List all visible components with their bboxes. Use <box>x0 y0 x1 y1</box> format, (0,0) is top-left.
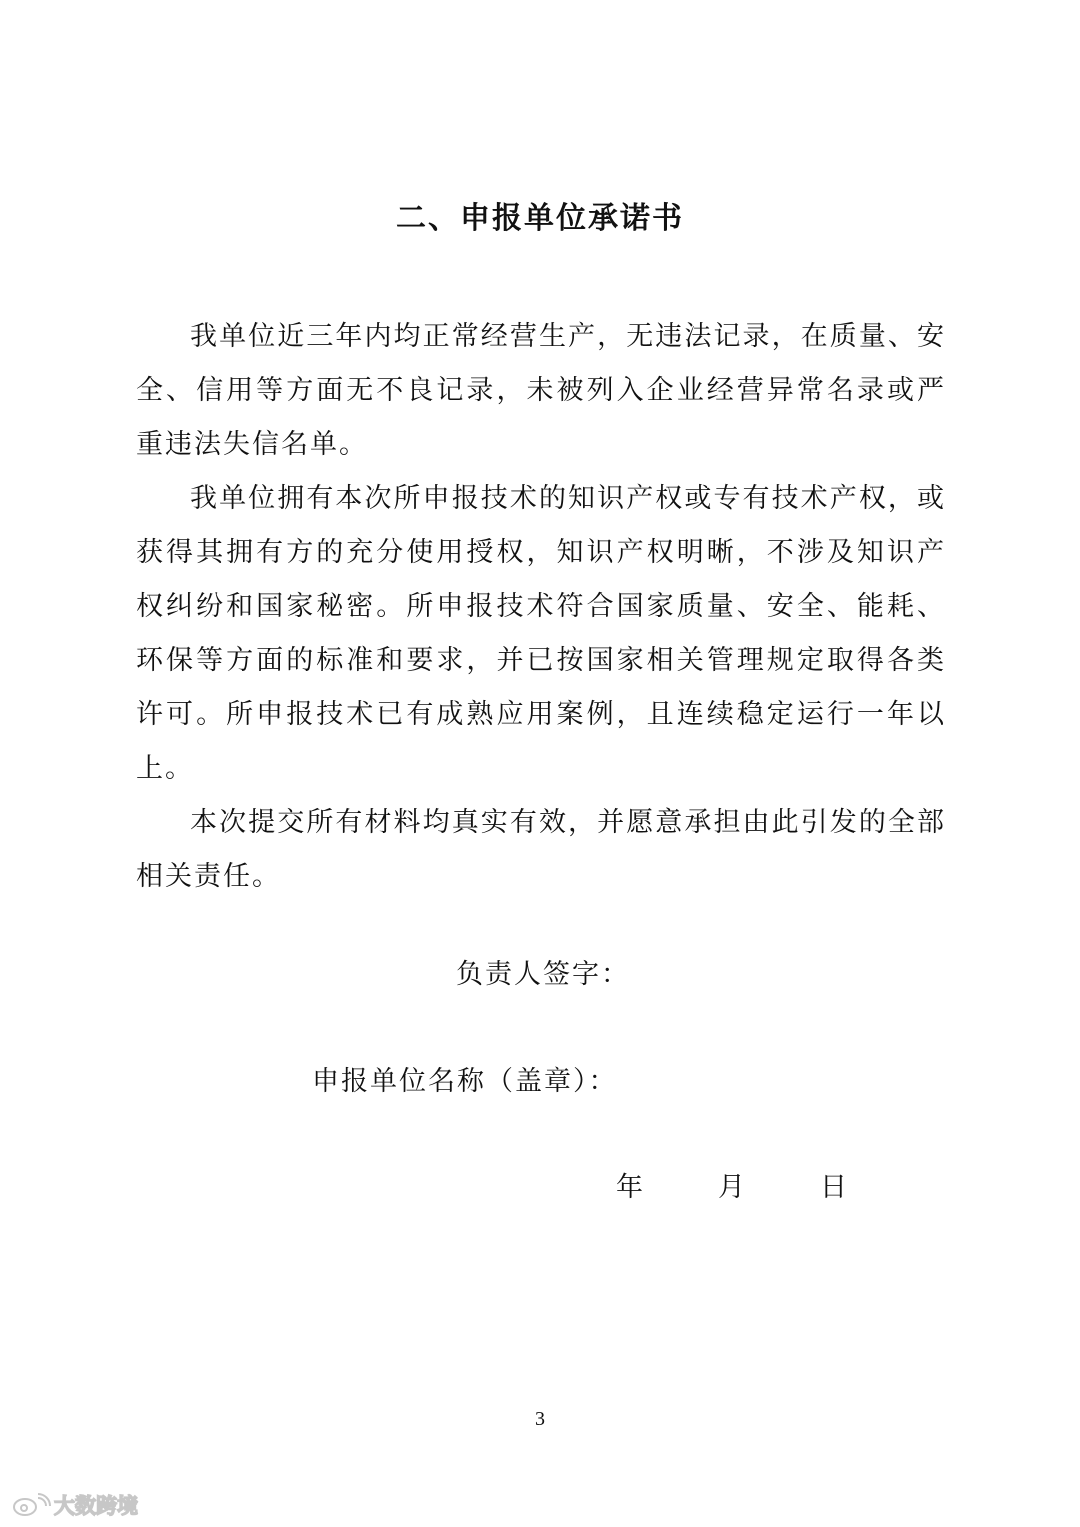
page-title: 二、申报单位承诺书 <box>396 201 684 236</box>
weibo-logo-icon <box>12 1492 52 1518</box>
date-year-label: 年 <box>616 1172 643 1203</box>
date-month-label: 月 <box>718 1172 745 1203</box>
page-number: 3 <box>535 1408 545 1430</box>
paragraph-3: 本次提交所有材料均真实有效，并愿意承担由此引发的全部相关责任。 <box>136 807 946 892</box>
watermark-text <box>52 1490 162 1520</box>
unit-label: 申报单位名称（盖章）： <box>312 1066 618 1097</box>
date-day-label: 日 <box>820 1172 847 1203</box>
document-body <box>136 310 946 904</box>
paragraph-2: 我单位拥有本次所申报技术的知识产权或专有技术产权，或获得其拥有方的充分使用授权，知识产权明晰，不涉及知识产权纠纷和国家秘密。所申报技术符合国家质量、安全、能耗、环保等方面的标准和要求，并已按国家相关管理规定取得各类许可。所申报技术已有成熟应用案例，且连续稳定运行一年以上。 <box>136 483 946 784</box>
watermark <box>12 1490 162 1520</box>
paragraph-1: 我单位近三年内均正常经营生产，无违法记录，在质量、安全、信用等方面无不良记录，未被列入企业经营异常名录或严重违法失信名单。 <box>136 321 946 460</box>
svg-text:大数跨境: 大数跨境 <box>54 1494 138 1518</box>
signer-label: 负责人签字： <box>456 959 630 990</box>
